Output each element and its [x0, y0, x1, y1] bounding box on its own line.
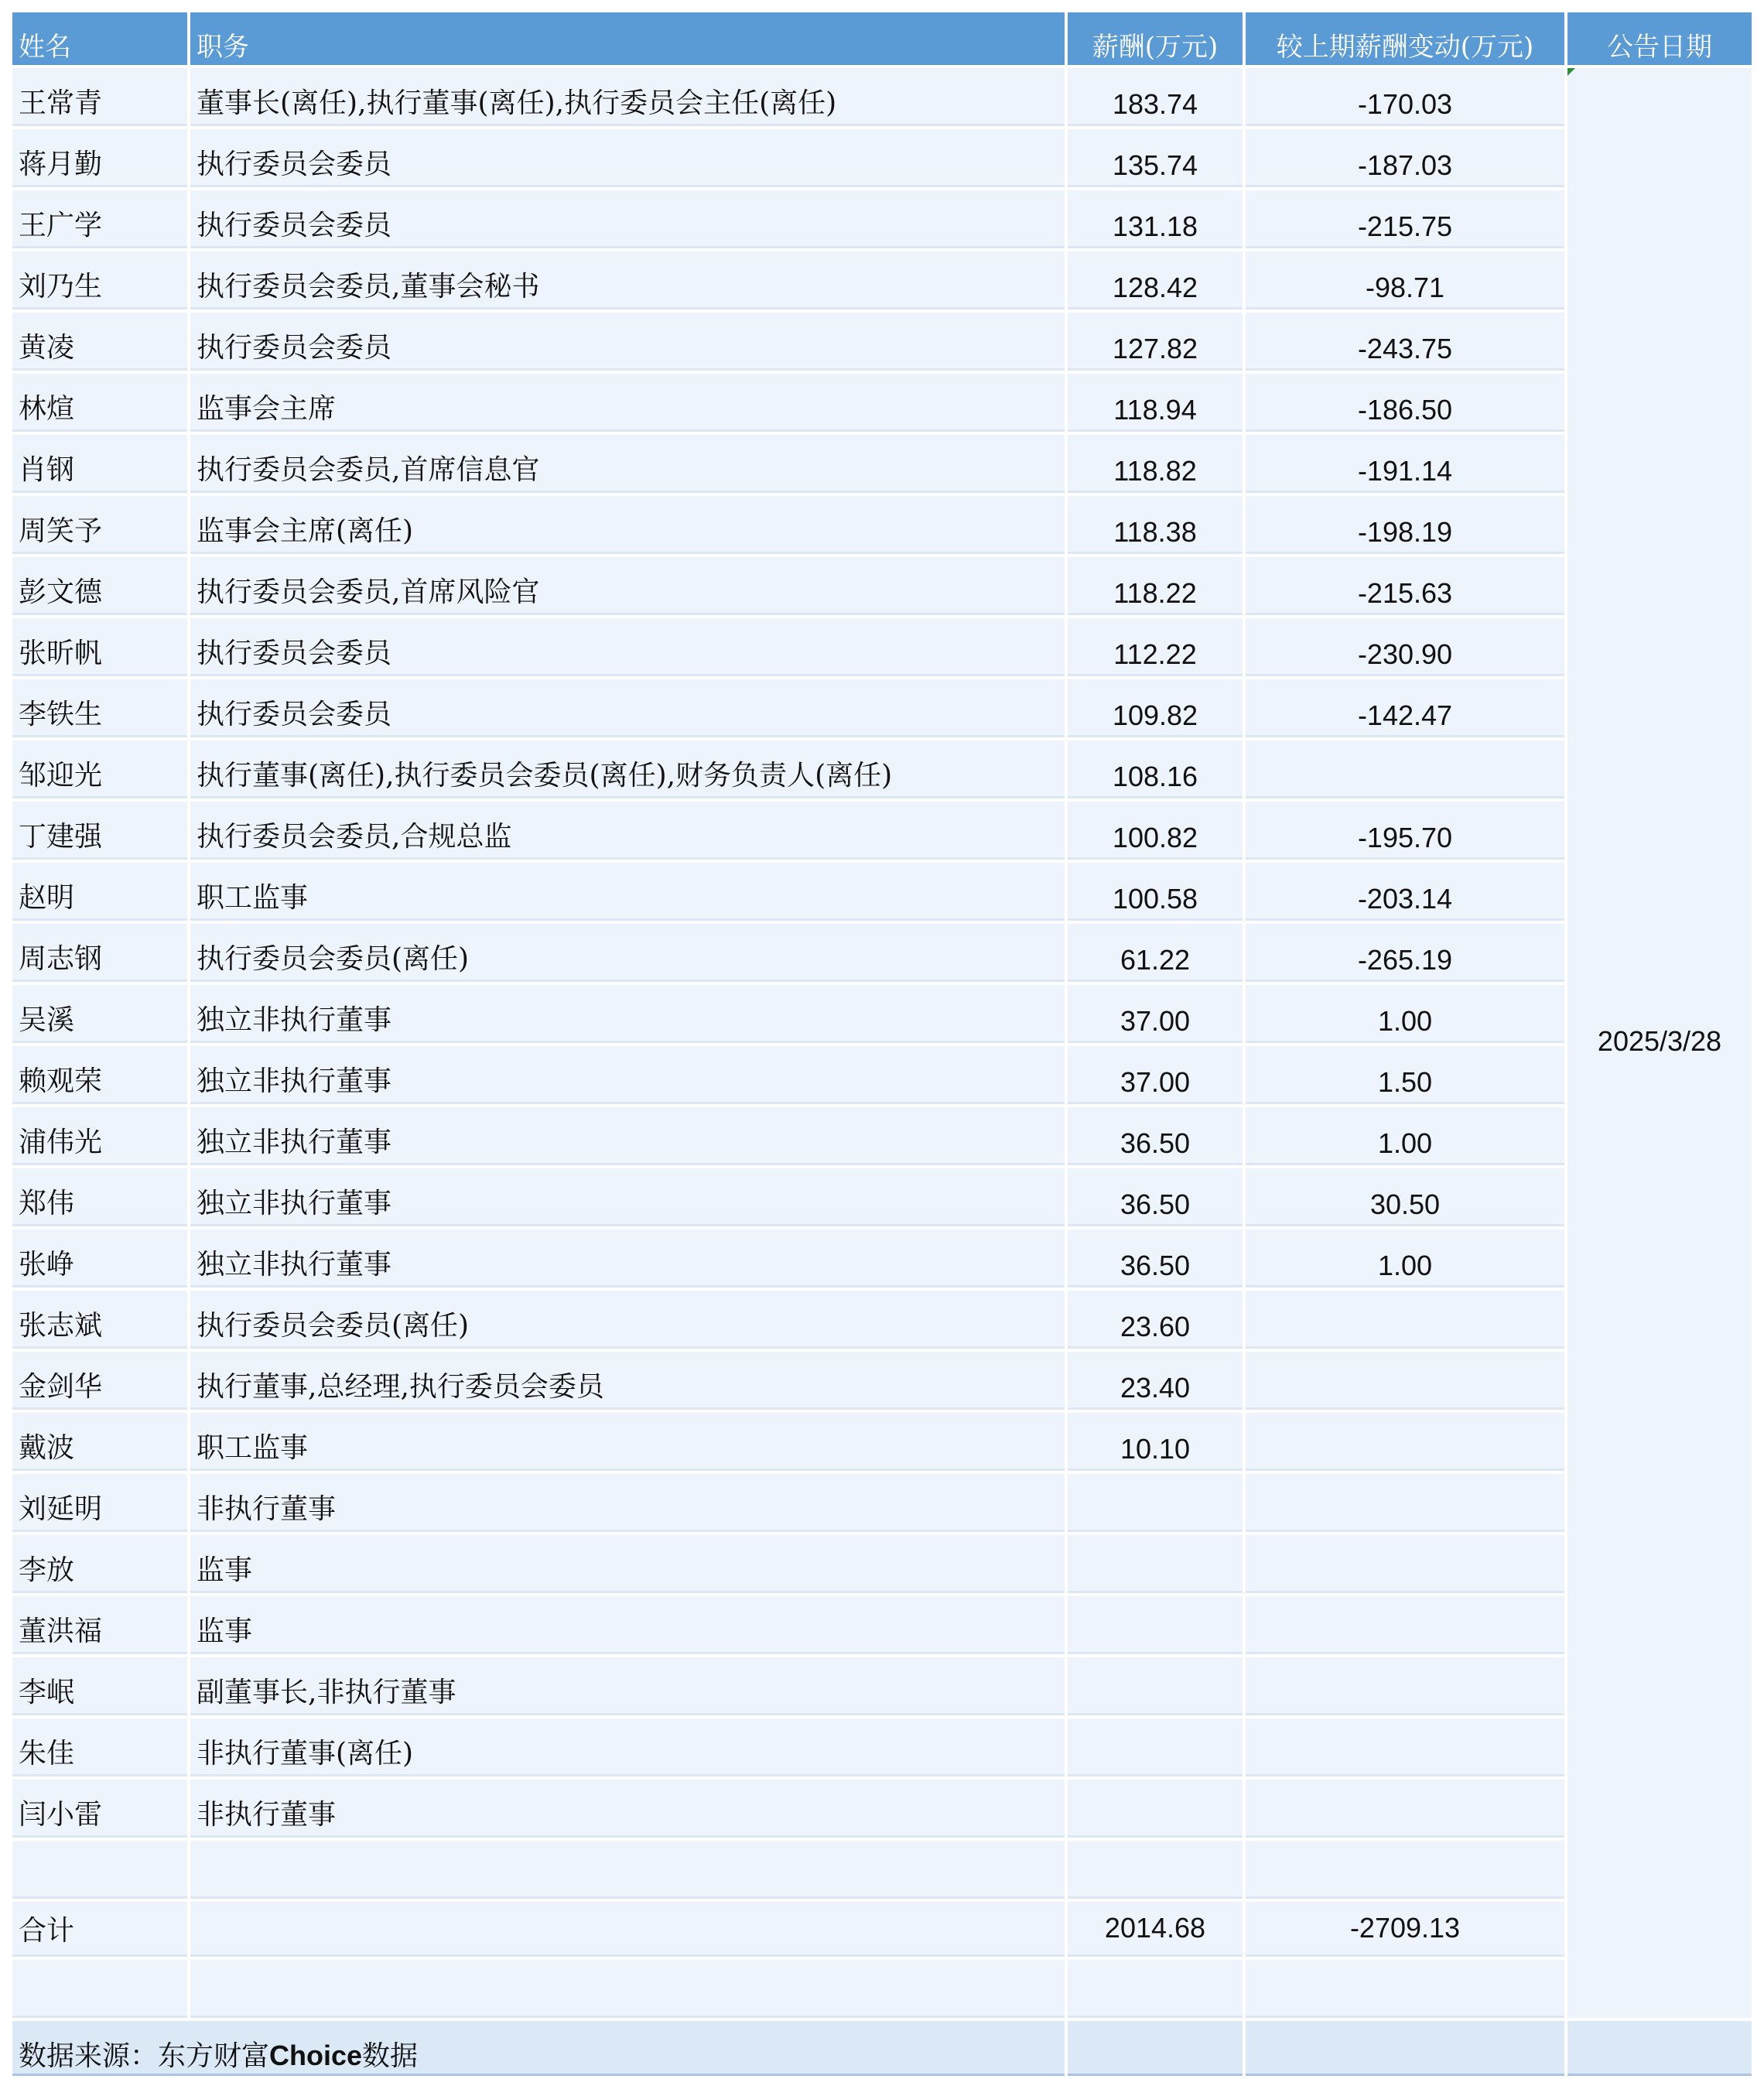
cell-change: -186.50 [1246, 374, 1564, 432]
cell-change: 1.50 [1246, 1046, 1564, 1104]
cell-name: 周笑予 [12, 496, 187, 554]
cell-change [1246, 1718, 1564, 1776]
source-cell [12, 2021, 1065, 2076]
cell-change: -198.19 [1246, 496, 1564, 554]
cell-empty [1068, 2021, 1243, 2076]
cell-salary [1068, 1780, 1243, 1838]
cell-name: 邹迎光 [12, 740, 187, 798]
cell-salary: 36.50 [1068, 1168, 1243, 1226]
table-row [12, 1291, 1752, 1349]
table-row [12, 1596, 1752, 1654]
table-row [12, 1229, 1752, 1287]
cell-role: 执行委员会委员 [190, 190, 1065, 248]
table-row [12, 863, 1752, 921]
cell-role: 非执行董事 [190, 1780, 1065, 1838]
cell-salary: 36.50 [1068, 1107, 1243, 1165]
cell-role: 独立非执行董事 [190, 1107, 1065, 1165]
cell-salary [1068, 1474, 1243, 1532]
table-row [12, 1718, 1752, 1776]
cell-empty [1068, 1841, 1243, 1899]
cell-role: 监事会主席(离任) [190, 496, 1065, 554]
cell-change [1246, 1474, 1564, 1532]
cell-change [1246, 1780, 1564, 1838]
cell-role: 执行委员会委员 [190, 679, 1065, 737]
cell-role: 职工监事 [190, 1413, 1065, 1471]
cell-name: 张志斌 [12, 1291, 187, 1349]
cell-empty [1246, 1960, 1564, 2018]
table-row [12, 1352, 1752, 1410]
cell-role: 执行委员会委员,董事会秘书 [190, 251, 1065, 309]
cell-name: 张昕帆 [12, 618, 187, 676]
cell-salary: 128.42 [1068, 251, 1243, 309]
header-change: 较上期薪酬变动(万元) [1246, 12, 1564, 65]
header-name: 姓名 [12, 12, 187, 65]
blank-row [12, 1841, 1752, 1899]
cell-change [1246, 1413, 1564, 1471]
cell-change [1246, 1291, 1564, 1349]
table-row [12, 1657, 1752, 1715]
cell-name: 李放 [12, 1535, 187, 1593]
cell-role: 副董事长,非执行董事 [190, 1657, 1065, 1715]
cell-salary [1068, 1535, 1243, 1593]
cell-change [1246, 1657, 1564, 1715]
cell-change: -203.14 [1246, 863, 1564, 921]
table-row [12, 1046, 1752, 1104]
cell-name: 肖钢 [12, 435, 187, 493]
table-row [12, 129, 1752, 187]
cell-salary: 118.38 [1068, 496, 1243, 554]
header-salary: 薪酬(万元) [1068, 12, 1243, 65]
cell-salary: 109.82 [1068, 679, 1243, 737]
cell-role: 非执行董事(离任) [190, 1718, 1065, 1776]
cell-role: 执行委员会委员,合规总监 [190, 802, 1065, 860]
cell-salary: 127.82 [1068, 313, 1243, 371]
cell-role: 独立非执行董事 [190, 1229, 1065, 1287]
cell-change: 1.00 [1246, 1107, 1564, 1165]
cell-role: 独立非执行董事 [190, 1046, 1065, 1104]
cell-salary: 36.50 [1068, 1229, 1243, 1287]
cell-salary: 37.00 [1068, 1046, 1243, 1104]
cell-empty [12, 1960, 187, 2018]
cell-name: 王广学 [12, 190, 187, 248]
cell-change [1246, 1352, 1564, 1410]
table-row [12, 1107, 1752, 1165]
cell-change: 1.00 [1246, 985, 1564, 1043]
source-prefix: 数据来源：东方财富 [19, 2040, 270, 2072]
salary-table [9, 9, 1755, 2079]
cell-role: 执行委员会委员(离任) [190, 1291, 1065, 1349]
cell-change [1246, 1596, 1564, 1654]
cell-role: 执行委员会委员,首席信息官 [190, 435, 1065, 493]
source-row [12, 2021, 1752, 2076]
table-row [12, 374, 1752, 432]
cell-name: 蒋月勤 [12, 129, 187, 187]
table-row [12, 68, 1752, 126]
blank-row [12, 1960, 1752, 2018]
cell-name: 王常青 [12, 68, 187, 126]
cell-empty [1068, 1960, 1243, 2018]
cell-change: -230.90 [1246, 618, 1564, 676]
table-row [12, 251, 1752, 309]
table-row [12, 190, 1752, 248]
cell-role: 执行委员会委员 [190, 313, 1065, 371]
cell-empty [1567, 2021, 1752, 2076]
cell-salary: 100.82 [1068, 802, 1243, 860]
table-row [12, 1168, 1752, 1226]
cell-salary: 108.16 [1068, 740, 1243, 798]
cell-role: 独立非执行董事 [190, 985, 1065, 1043]
cell-name: 吴溪 [12, 985, 187, 1043]
cell-salary: 135.74 [1068, 129, 1243, 187]
cell-salary: 118.82 [1068, 435, 1243, 493]
cell-salary: 112.22 [1068, 618, 1243, 676]
table-row [12, 924, 1752, 982]
table-row [12, 740, 1752, 798]
cell-announce-date: 2025/3/28 [1567, 68, 1752, 2018]
cell-change: -195.70 [1246, 802, 1564, 860]
cell-salary [1068, 1657, 1243, 1715]
total-row [12, 1902, 1752, 1957]
table-row [12, 1535, 1752, 1593]
cell-name: 郑伟 [12, 1168, 187, 1226]
cell-change: -243.75 [1246, 313, 1564, 371]
cell-salary: 183.74 [1068, 68, 1243, 126]
cell-change: 1.00 [1246, 1229, 1564, 1287]
header-row [12, 12, 1752, 65]
cell-name: 朱佳 [12, 1718, 187, 1776]
cell-salary: 61.22 [1068, 924, 1243, 982]
cell-name: 李岷 [12, 1657, 187, 1715]
cell-salary: 23.60 [1068, 1291, 1243, 1349]
table-row [12, 1413, 1752, 1471]
total-change: -2709.13 [1246, 1902, 1564, 1957]
cell-change: -215.63 [1246, 557, 1564, 615]
cell-role: 监事 [190, 1596, 1065, 1654]
cell-empty [190, 1960, 1065, 2018]
cell-change: -265.19 [1246, 924, 1564, 982]
cell-name: 黄凌 [12, 313, 187, 371]
cell-name: 周志钢 [12, 924, 187, 982]
cell-salary: 10.10 [1068, 1413, 1243, 1471]
cell-name: 张峥 [12, 1229, 187, 1287]
cell-role: 监事 [190, 1535, 1065, 1593]
cell-name: 丁建强 [12, 802, 187, 860]
source-suffix: 数据 [362, 2040, 419, 2072]
cell-empty [12, 1841, 187, 1899]
cell-role: 职工监事 [190, 863, 1065, 921]
cell-change: 30.50 [1246, 1168, 1564, 1226]
table-row [12, 1780, 1752, 1838]
cell-name: 刘延明 [12, 1474, 187, 1532]
cell-role: 执行董事(离任),执行委员会委员(离任),财务负责人(离任) [190, 740, 1065, 798]
table-row [12, 802, 1752, 860]
cell-comment-marker [1567, 68, 1575, 76]
cell-change: -187.03 [1246, 129, 1564, 187]
cell-role: 执行委员会委员(离任) [190, 924, 1065, 982]
cell-empty [190, 1841, 1065, 1899]
table-row [12, 618, 1752, 676]
cell-salary: 37.00 [1068, 985, 1243, 1043]
cell-salary: 118.22 [1068, 557, 1243, 615]
cell-role: 监事会主席 [190, 374, 1065, 432]
total-salary: 2014.68 [1068, 1902, 1243, 1957]
cell-name: 彭文德 [12, 557, 187, 615]
cell-change: -142.47 [1246, 679, 1564, 737]
cell-salary: 100.58 [1068, 863, 1243, 921]
cell-name: 浦伟光 [12, 1107, 187, 1165]
cell-name: 林煊 [12, 374, 187, 432]
cell-empty [190, 1902, 1065, 1957]
cell-role: 执行董事,总经理,执行委员会委员 [190, 1352, 1065, 1410]
cell-name: 戴波 [12, 1413, 187, 1471]
cell-change: -170.03 [1246, 68, 1564, 126]
cell-role: 执行委员会委员 [190, 618, 1065, 676]
cell-empty [1246, 1841, 1564, 1899]
cell-name: 李铁生 [12, 679, 187, 737]
table-row [12, 313, 1752, 371]
table-row [12, 985, 1752, 1043]
cell-salary: 23.40 [1068, 1352, 1243, 1410]
source-brand: Choice [269, 2040, 363, 2071]
table-row [12, 679, 1752, 737]
cell-salary [1068, 1596, 1243, 1654]
table-row [12, 435, 1752, 493]
header-role: 职务 [190, 12, 1065, 65]
table-row [12, 496, 1752, 554]
cell-role: 执行委员会委员,首席风险官 [190, 557, 1065, 615]
source-text [12, 2034, 1065, 2074]
cell-change: -191.14 [1246, 435, 1564, 493]
cell-change: -98.71 [1246, 251, 1564, 309]
cell-change: -215.75 [1246, 190, 1564, 248]
cell-salary: 118.94 [1068, 374, 1243, 432]
header-date: 公告日期 [1567, 12, 1752, 65]
table-row [12, 557, 1752, 615]
cell-name: 赖观荣 [12, 1046, 187, 1104]
cell-name: 董洪福 [12, 1596, 187, 1654]
cell-salary: 131.18 [1068, 190, 1243, 248]
total-label: 合计 [12, 1902, 187, 1957]
cell-role: 非执行董事 [190, 1474, 1065, 1532]
cell-empty [1246, 2021, 1564, 2076]
cell-change [1246, 1535, 1564, 1593]
cell-role: 董事长(离任),执行董事(离任),执行委员会主任(离任) [190, 68, 1065, 126]
cell-salary [1068, 1718, 1243, 1776]
cell-name: 赵明 [12, 863, 187, 921]
cell-name: 金剑华 [12, 1352, 187, 1410]
cell-role: 执行委员会委员 [190, 129, 1065, 187]
cell-name: 刘乃生 [12, 251, 187, 309]
cell-change [1246, 740, 1564, 798]
cell-role: 独立非执行董事 [190, 1168, 1065, 1226]
table-row [12, 1474, 1752, 1532]
cell-name: 闫小雷 [12, 1780, 187, 1838]
